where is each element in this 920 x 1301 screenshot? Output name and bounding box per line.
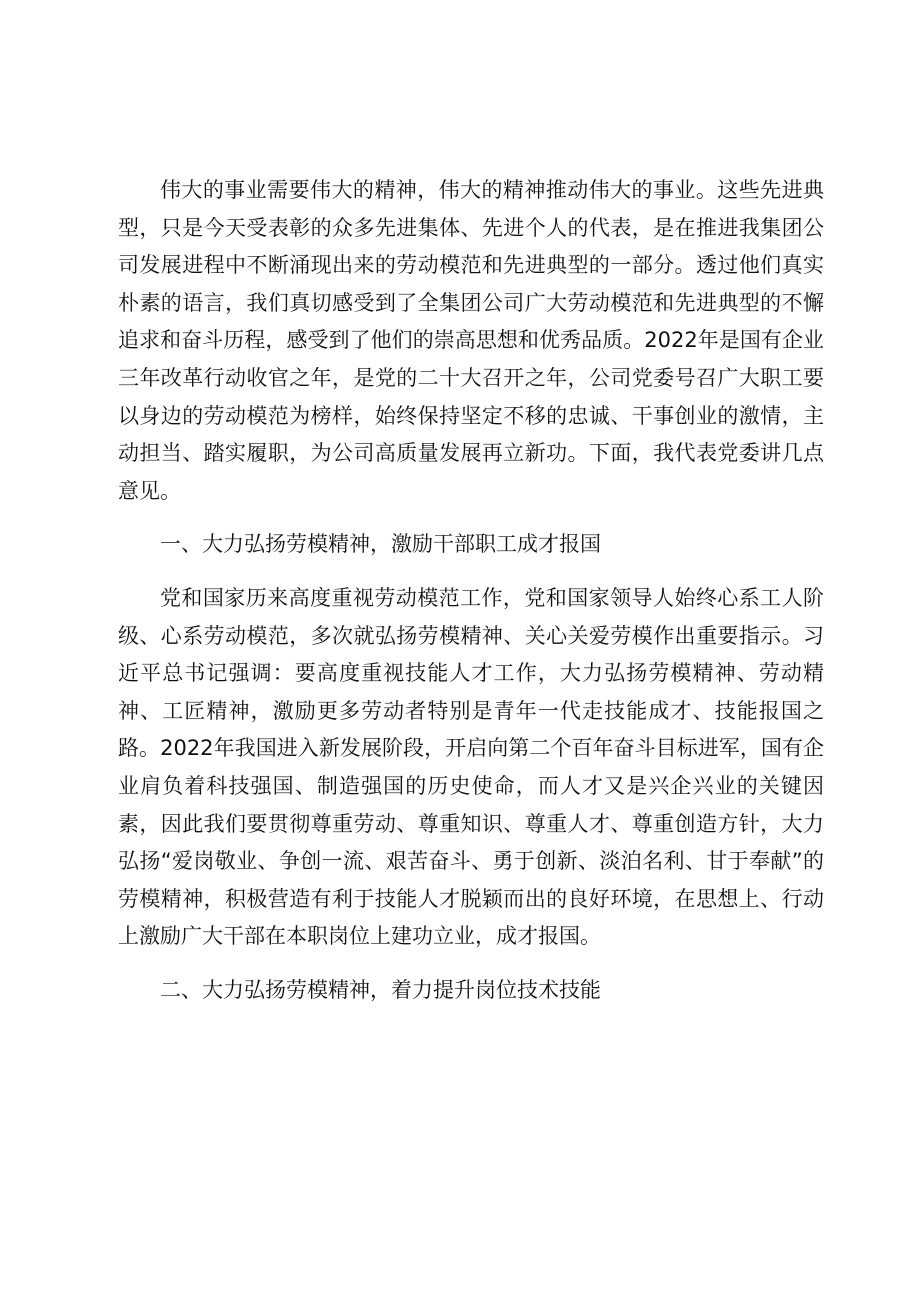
paragraph-intro: 伟大的事业需要伟大的精神，伟大的精神推动伟大的事业。这些先进典型，只是今天受表彰的众多先进集体、先进个人的代表，是在推进我集团公司发展进程中不断涌现出来的劳动模范和先进典型的一部分。透过他们真实朴素的语言，我们真切感受到了全集团公司广大劳动模范和先进典型的不懈追求和奋斗历程，感受到了他们的崇高思想和优秀品质。2022年是国有企业三年改革行动收官之年，是党的二十大召开之年，公司党委号召广大职工要以身边的劳动模范为榜样，始终保持坚定不移的忠诚、干事创业的激情，主动担当、踏实履职，为公司高质量发展再立新功。下面，我代表党委讲几点意见。	[118, 178, 824, 503]
section-heading-2: 二、大力弘扬劳模精神，着力提升岗位技术技能	[160, 977, 601, 1002]
paragraph-section-1: 党和国家历来高度重视劳动模范工作，党和国家领导人始终心系工人阶级、心系劳动模范，多次就弘扬劳模精神、关心关爱劳模作出重要指示。习近平总书记强调：要高度重视技能人才工作，大力弘扬劳模精神、劳动精神、工匠精神，激励更多劳动者特别是青年一代走技能成才、技能报国之路。2022年我国进入新发展阶段，开启向第二个百年奋斗目标进军，国有企业肩负着科技强国、制造强国的历史使命，而人才又是兴企兴业的关键因素，因此我们要贯彻尊重劳动、尊重知识、尊重人才、尊重创造方针，大力弘扬“爱岗敬业、争创一流、艰苦奋斗、勇于创新、淡泊名利、甘于奉献”的劳模精神，积极营造有利于技能人才脱颖而出的良好环境，在思想上、行动上激励广大干部在本职岗位上建功立业，成才报国。	[118, 585, 824, 949]
section-heading-1: 一、大力弘扬劳模精神，激励干部职工成才报国	[160, 532, 601, 557]
document-body	[118, 172, 824, 1009]
